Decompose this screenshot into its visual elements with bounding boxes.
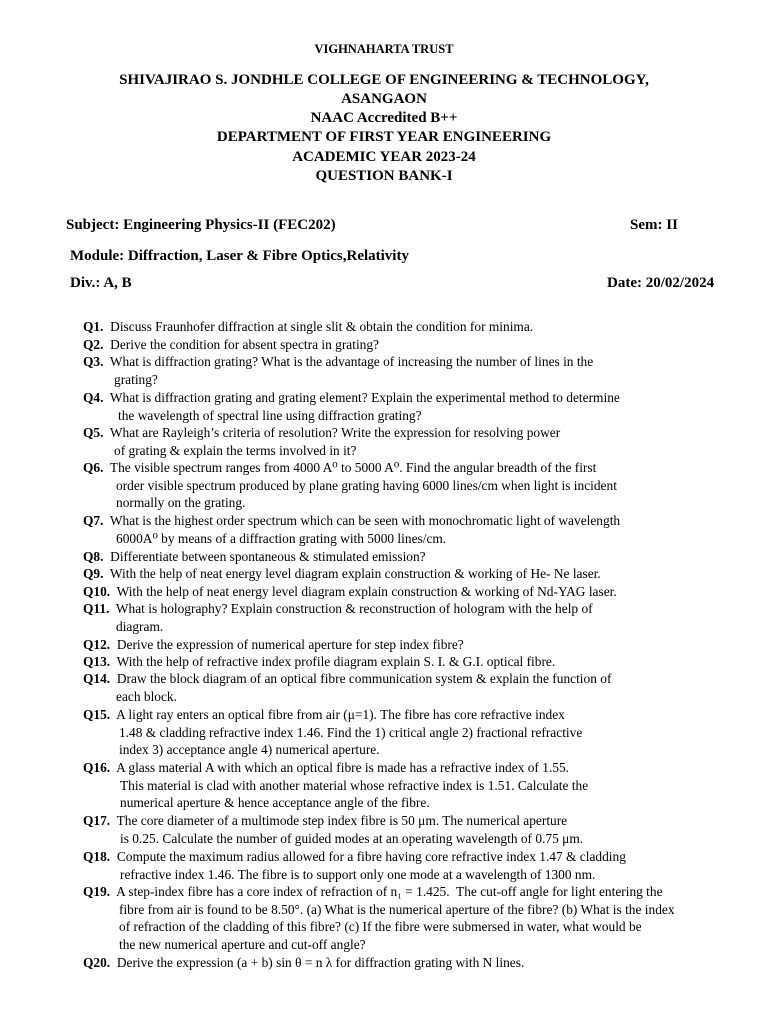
question-item — [83, 548, 426, 566]
question-text-line: each block. — [116, 688, 177, 704]
question-item — [83, 653, 555, 671]
question-number: Q6. — [83, 460, 104, 475]
question-number: Q9. — [83, 566, 104, 581]
question-number: Q7. — [83, 513, 104, 528]
question-number: Q18. — [83, 849, 111, 864]
question-item — [83, 636, 464, 654]
question-item — [83, 812, 583, 847]
question-number: Q17. — [83, 813, 111, 828]
question-number: Q16. — [83, 760, 111, 775]
question-text-line: normally on the grating. — [116, 495, 246, 511]
question-number: Q13. — [83, 654, 111, 669]
college-name-line1: SHIVAJIRAO S. JONDHLE COLLEGE OF ENGINEERING & TECHNOLOGY, — [119, 72, 649, 88]
question-text-line: This material is clad with another material whose refractive index is 1.51. Calculate the — [120, 777, 589, 793]
question-number: Q1. — [83, 319, 104, 334]
question-text-line: A glass material A with which an optical fibre is made has a refractive index of 1.55. — [110, 760, 570, 775]
question-text-line: A step-index fibre has a core index of refraction of n₁ = 1.425. The cut-off angle for light entering the — [110, 884, 663, 899]
question-text-line: grating? — [114, 371, 158, 387]
question-number: Q10. — [83, 584, 111, 599]
question-item — [83, 883, 675, 954]
question-item — [83, 706, 582, 759]
trust-name: VIGHNAHARTA TRUST — [314, 42, 454, 56]
question-text-line: order visible spectrum produced by plane grating having 6000 lines/cm when light is incident — [116, 477, 617, 493]
question-item — [83, 389, 620, 424]
question-item — [83, 759, 588, 812]
question-number: Q14. — [83, 671, 111, 686]
question-number: Q12. — [83, 637, 111, 652]
division: Div.: A, B — [70, 275, 132, 291]
question-text-line: A light ray enters an optical fibre from air (μ=1). The fibre has core refractive index — [110, 707, 565, 722]
question-text-line: Compute the maximum radius allowed for a fibre having core refractive index 1.47 & cladding — [110, 849, 626, 864]
question-text-line: of refraction of the cladding of this fibre? (c) If the fibre were submersed in water, what would be — [119, 919, 642, 935]
department-name: DEPARTMENT OF FIRST YEAR ENGINEERING — [216, 129, 552, 145]
subject: Subject: Engineering Physics-II (FEC202) — [66, 217, 336, 233]
question-text-line: Discuss Fraunhofer diffraction at single slit & obtain the condition for minima. — [103, 319, 534, 334]
question-number: Q3. — [83, 354, 104, 369]
question-number: Q4. — [83, 390, 104, 405]
question-text-line: refractive index 1.46. The fibre is to support only one mode at a wavelength of 1300 nm. — [120, 866, 596, 882]
question-text-line: the new numerical aperture and cut-off angle? — [119, 937, 366, 953]
question-text-line: numerical aperture & hence acceptance angle of the fibre. — [120, 795, 430, 811]
question-item — [83, 954, 524, 972]
question-text-line: 6000A⁰ by means of a diffraction grating with 5000 lines/cm. — [116, 530, 447, 546]
question-item — [83, 512, 620, 547]
question-text-line: Differentiate between spontaneous & stimulated emission? — [103, 549, 426, 564]
question-item — [83, 670, 611, 705]
academic-year: ACADEMIC YEAR 2023-24 — [292, 149, 476, 165]
question-text-line: With the help of refractive index profile diagram explain S. I. & G.I. optical fibre. — [110, 654, 556, 669]
question-number: Q19. — [83, 884, 111, 899]
question-text-line: of grating & explain the terms involved in it? — [114, 442, 357, 458]
question-item — [83, 353, 593, 388]
question-text-line: The visible spectrum ranges from 4000 A⁰ to 5000 A⁰. Find the angular breadth of the first — [103, 460, 597, 475]
question-text-line: 1.48 & cladding refractive index 1.46. Find the 1) critical angle 2) fractional refractive — [119, 724, 583, 740]
date: Date: 20/02/2024 — [607, 275, 715, 291]
question-text-line: The core diameter of a multimode step index fibre is 50 μm. The numerical aperture — [110, 813, 568, 828]
question-item — [83, 424, 560, 459]
question-text-line: With the help of neat energy level diagram explain construction & working of He- Ne laser. — [103, 566, 601, 581]
question-text-line: Draw the block diagram of an optical fibre communication system & explain the function of — [110, 671, 612, 686]
question-text-line: Derive the expression (a + b) sin θ = n λ for diffraction grating with N lines. — [110, 955, 525, 970]
question-text-line: diagram. — [116, 618, 164, 634]
question-item — [83, 318, 533, 336]
question-text-line: What is diffraction grating and grating element? Explain the experimental method to determine — [103, 390, 620, 405]
question-text-line: Derive the condition for absent spectra in grating? — [103, 337, 379, 352]
question-text-line: What are Rayleigh’s criteria of resolution? Write the expression for resolving power — [103, 425, 561, 440]
semester: Sem: II — [630, 217, 678, 233]
accreditation: NAAC Accredited B++ — [310, 110, 458, 126]
question-number: Q8. — [83, 549, 104, 564]
question-number: Q20. — [83, 955, 111, 970]
question-item — [83, 848, 626, 883]
question-text-line: What is the highest order spectrum which can be seen with monochromatic light of wavelength — [103, 513, 621, 528]
question-text-line: What is diffraction grating? What is the advantage of increasing the number of lines in the — [103, 354, 594, 369]
question-item — [83, 600, 593, 635]
question-item — [83, 459, 617, 512]
question-text-line: index 3) acceptance angle 4) numerical aperture. — [119, 742, 380, 758]
question-text-line: the wavelength of spectral line using diffraction grating? — [118, 407, 422, 423]
question-text-line: fibre from air is found to be 8.50°. (a) What is the numerical aperture of the fibre? (b) What is the index — [119, 901, 675, 917]
question-text-line: What is holography? Explain construction & reconstruction of hologram with the help of — [109, 601, 593, 616]
document-title: QUESTION BANK-I — [315, 168, 453, 184]
question-text-line: is 0.25. Calculate the number of guided modes at an operating wavelength of 0.75 μm. — [120, 830, 584, 846]
college-name-line2: ASANGAON — [341, 91, 427, 107]
question-number: Q5. — [83, 425, 104, 440]
question-item — [83, 336, 379, 354]
question-number: Q2. — [83, 337, 104, 352]
question-text-line: Derive the expression of numerical aperture for step index fibre? — [110, 637, 464, 652]
question-number: Q11. — [83, 601, 110, 616]
module: Module: Diffraction, Laser & Fibre Optics,Relativity — [70, 248, 409, 264]
question-text-line: With the help of neat energy level diagram explain construction & working of Nd-YAG laser. — [110, 584, 617, 599]
question-item — [83, 583, 617, 601]
question-number: Q15. — [83, 707, 111, 722]
question-item — [83, 565, 601, 583]
